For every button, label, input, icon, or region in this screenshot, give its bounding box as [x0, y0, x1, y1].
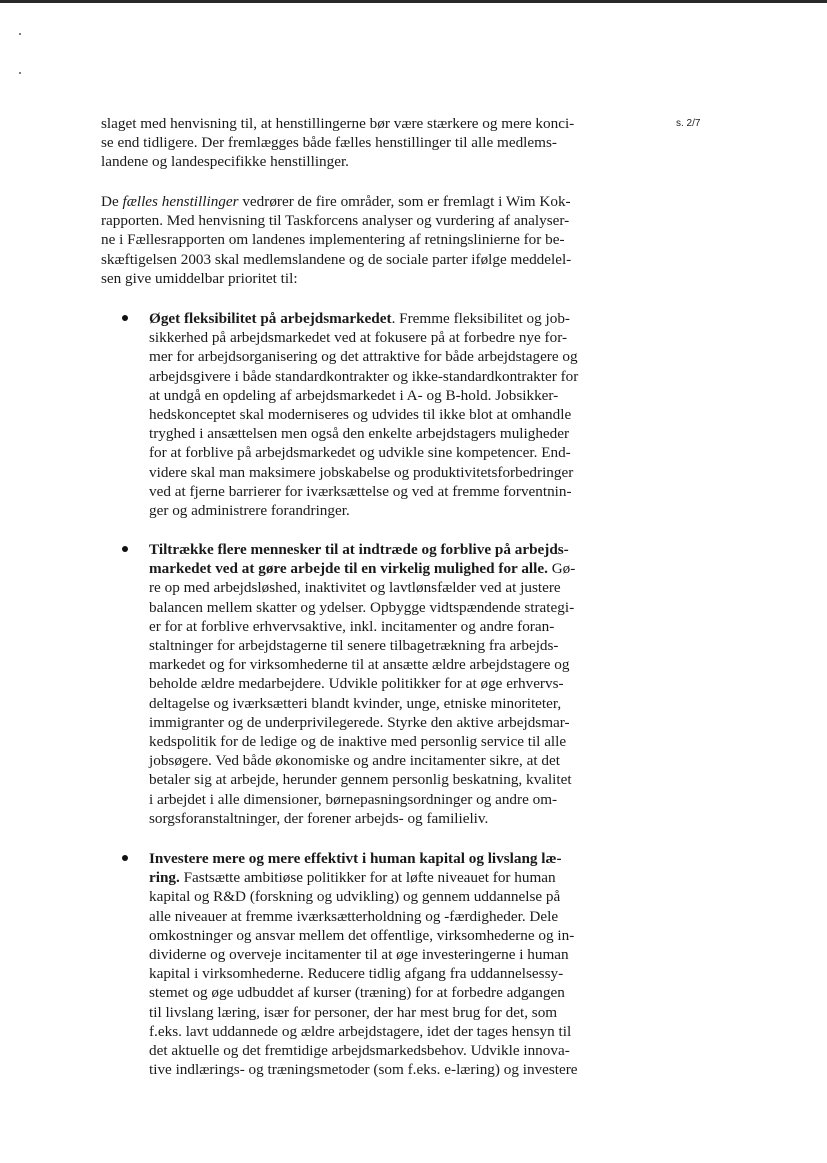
text-line: mer for arbejdsorganisering og det attraktive for både arbejdstagere og	[149, 348, 578, 366]
text-line: ved at fjerne barrierer for iværksættelse og ved at fremme forventnin-	[149, 482, 572, 500]
bullet-icon	[122, 855, 128, 861]
text-line: det aktuelle og det fremtidige arbejdsmarkedsbehov. Udvikle innova-	[149, 1042, 570, 1060]
text-line: sen give umiddelbar prioritet til:	[101, 269, 298, 287]
text-line: ne i Fællesrapporten om landenes implementering af retningslinierne for be-	[101, 231, 565, 249]
text-line: betaler sig at arbejde, herunder gennem personlig beskatning, kvalitet	[149, 771, 572, 789]
italic-term: fælles henstillinger	[122, 193, 239, 210]
bullet-icon	[122, 315, 128, 321]
page-number: s. 2/7	[676, 118, 701, 129]
text-line: re op med arbejdsløshed, inaktivitet og lavtlønsfælder ved at justere	[149, 579, 561, 597]
text-line: landene og landespecifikke henstillinger.	[101, 153, 349, 171]
text-line: tryghed i ansættelsen men også den enkelte arbejdstagers muligheder	[149, 425, 570, 443]
text-line: kedspolitik for de ledige og de inaktive med personlig service til alle	[149, 733, 567, 751]
bullet-heading-cont: markedet ved at gøre arbejde til en virkelig mulighed for alle.	[149, 560, 548, 578]
text-line: skæftigelsen 2003 skal medlemslandene og de sociale parter ifølge meddelel-	[101, 250, 572, 268]
text-line: i arbejdet i alle dimensioner, børnepasningsordninger og andre om-	[149, 790, 558, 808]
text-line: markedet ved at gøre arbejde til en virkelig mulighed for alle. Gø-	[149, 560, 576, 578]
paragraph-common-recommendations	[101, 192, 621, 288]
scan-speck	[19, 72, 21, 74]
scan-speck	[19, 33, 21, 35]
text-line: til livslang læring, især for personer, der har mest brug for det, som	[149, 1003, 558, 1021]
paragraph-intro	[101, 114, 621, 172]
bullet-heading: Tiltrække flere mennesker til at indtræde og forblive på arbejds-	[149, 541, 569, 558]
text-line: er for at forblive erhvervsaktive, inkl. incitamenter og andre foran-	[149, 617, 555, 635]
text-line: markedet og for virksomhederne til at ansætte ældre arbejdstagere og	[149, 656, 570, 674]
text-line: balancen mellem skatter og ydelser. Opbygge vidtspændende strategi-	[149, 598, 575, 616]
text-line: deltagelse og iværksætteri blandt kvinder, unge, etniske minoriteter,	[149, 694, 562, 712]
bullet-icon	[122, 546, 128, 552]
text-line: f.eks. lavt uddannede og ældre arbejdstagere, idet der tages hensyn til	[149, 1022, 572, 1040]
text-line: beholde ældre medarbejdere. Udvikle politikker for at øge erhvervs-	[149, 675, 564, 693]
top-border-line	[0, 0, 827, 3]
text-line: Øget fleksibilitet på arbejdsmarkedet. Fremme fleksibilitet og job-	[149, 310, 570, 327]
text-line: jobsøgere. Ved både økonomiske og andre incitamenter sikre, at det	[149, 752, 560, 770]
text-line: ring. Fastsætte ambitiøse politikker for at løfte niveauet for human	[149, 869, 556, 887]
text-line: arbejdsgivere i både standardkontrakter og ikke-standardkontrakter for	[149, 367, 579, 385]
text-line: tive indlærings- og træningsmetoder (som f.eks. e-læring) og investere	[149, 1061, 578, 1079]
text-line: se end tidligere. Der fremlægges både fælles henstillinger til alle medlems-	[101, 134, 557, 152]
text-line: alle niveauer at fremme iværksætterholdning og -færdigheder. Dele	[149, 907, 559, 925]
bullet-heading: Investere mere og mere effektivt i human kapital og livslang læ-	[149, 850, 562, 867]
text-line: rapporten. Med henvisning til Taskforcens analyser og vurdering af analyser-	[101, 212, 570, 230]
text-line: omkostninger og ansvar mellem det offentlige, virksomhederne og in-	[149, 926, 575, 944]
text-line: dividerne og overveje incitamenter til at øge investeringerne i human	[149, 946, 569, 964]
text-line: sorgsforanstaltninger, der forener arbejds- og familieliv.	[149, 809, 489, 827]
text-line: kapital og R&D (forskning og udvikling) og gennem uddannelse på	[149, 888, 561, 906]
text-line: De fælles henstillinger vedrører de fire områder, som er fremlagt i Wim Kok-	[101, 193, 571, 210]
text-line: kapital i virksomhederne. Reducere tidlig afgang fra uddannelsessy-	[149, 965, 564, 983]
bullet-heading: Øget fleksibilitet på arbejdsmarkedet	[149, 310, 392, 327]
text-line: ger og administrere forandringer.	[149, 502, 350, 520]
text-line: videre skal man maksimere jobskabelse og produktivitetsforbedringer	[149, 463, 574, 481]
text-line: stemet og øge udbuddet af kurser (træning) for at forbedre adgangen	[149, 984, 565, 1002]
text-line: sikkerhed på arbejdsmarkedet ved at fokusere på at forbedre nye for-	[149, 329, 568, 347]
bullet-heading-cont: ring.	[149, 869, 180, 887]
text-line: slaget med henvisning til, at henstillingerne bør være stærkere og mere konci-	[101, 115, 575, 132]
text-line: hedskonceptet skal moderniseres og udvides til ikke blot at omhandle	[149, 406, 572, 424]
text-line: immigranter og de underprivilegerede. Styrke den aktive arbejdsmar-	[149, 713, 570, 731]
text-line: at undgå en opdeling af arbejdsmarkedet i A- og B-hold. Jobsikker-	[149, 386, 559, 404]
text-line: for at forblive på arbejdsmarkedet og udvikle sine kompetencer. End-	[149, 444, 571, 462]
text-line: staltninger for arbejdstagerne til senere tilbagetrækning fra arbejds-	[149, 637, 559, 655]
